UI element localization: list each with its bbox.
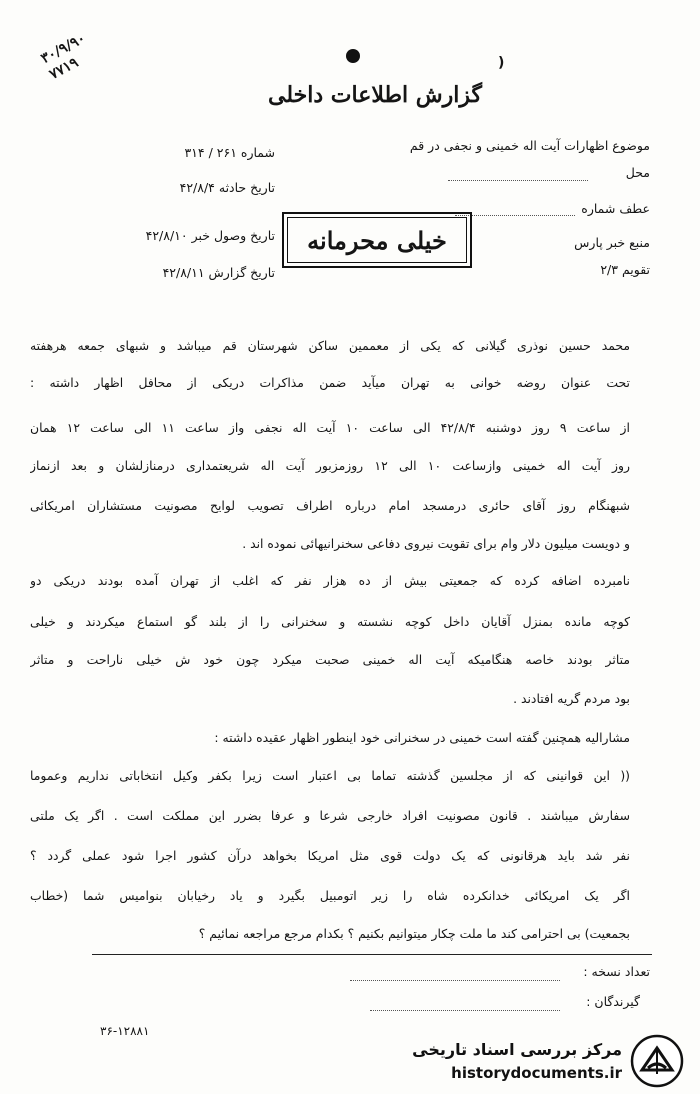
body-line: بود مردم گریه افتادند .	[513, 691, 630, 706]
body-line: (( این قوانینی که از مجلسین گذشته تماما بی اعتبار است زیرا بکفر وکیل انتخاباتی نداریم وعموما	[30, 768, 630, 783]
meta-report-date: تاریخ گزارش ۴۲/۸/۱۱	[162, 265, 275, 280]
document-title: گزارش اطلاعات داخلی	[268, 82, 482, 108]
copy-count-label: تعداد نسخه :	[583, 964, 650, 979]
footer-divider	[92, 954, 652, 955]
meta-news-source: منبع خبر پارس	[574, 235, 650, 250]
body-line: محمد حسین نوذری گیلانی که یکی از معممین ساکن شهرستان قم میباشد و شبهای جمعه هرهفته	[30, 338, 630, 353]
meta-location: محل	[625, 165, 650, 180]
copy-count-fill-line	[350, 980, 560, 981]
location-fill-line	[448, 180, 588, 181]
archive-logo-icon	[630, 1034, 684, 1088]
attached-fill-line	[455, 215, 575, 216]
watermark-url: historydocuments.ir	[451, 1064, 622, 1082]
meta-receipt-date: تاریخ وصول خبر ۴۲/۸/۱۰	[145, 228, 275, 243]
body-line: اگر یک امریکائی خدانکرده شاه را زیر اتومبیل بگیرد و یاد رخیابان بنوامیس شما (خطاب	[30, 888, 630, 903]
watermark-name: مرکز بررسی اسناد تاریخی	[412, 1040, 622, 1059]
recipients-label: گیرندگان :	[586, 994, 640, 1009]
body-line: نفر شد باید هرقانونی که یک دولت قوی مثل امریکا بخواهد درآن کشور اجرا شود عملی گردد ؟	[30, 848, 630, 863]
paren-mark: )	[498, 55, 505, 71]
body-line: از ساعت ۹ روز دوشنبه ۴۲/۸/۴ الی ساعت ۱۰ آیت اله نجفی واز ساعت ۱۱ الی ساعت ۱۲ همان	[30, 420, 630, 435]
reference-code: ۳۶-۱۲۸۸۱	[100, 1024, 150, 1038]
body-line: شبهنگام روز آقای حائری درمسجد امام درباره اطراف تصویب لوایح مصونیت مستشاران امریکائی	[30, 498, 630, 513]
body-line: نامبرده اضافه کرده که جمعیتی بیش از ده هزار نفر که اغلب از تهران آمده بودند دریکی دو	[30, 573, 630, 588]
body-line: متاثر بودند خاصه هنگامیکه آیت اله خمینی صحبت میکرد چون خود ش خیلی ناراحت و متاثر	[30, 652, 630, 667]
meta-attached-number: عطف شماره	[581, 201, 650, 216]
body-line: و دویست میلیون دلار وام برای تقویت نیروی دفاعی سخنرانیهائی نموده اند .	[242, 536, 630, 551]
body-line: مشارالیه همچنین گفته است خمینی در سخنرانی خود اینطور اظهار عقیده داشته :	[214, 730, 630, 745]
meta-assessment: تقویم ۲/۳	[600, 262, 650, 277]
body-line: سفارش میباشند . قانون مصونیت افراد خارجی شرعا و عرفا بضرر این مملکت است . اگر یک ملتی	[30, 808, 630, 823]
meta-event-date: تاریخ حادثه ۴۲/۸/۴	[179, 180, 275, 195]
binder-hole	[346, 49, 360, 63]
recipients-fill-line	[370, 1010, 560, 1011]
meta-subject: موضوع اظهارات آیت اله خمینی و نجفی در قم	[409, 138, 650, 153]
body-line: تحت عنوان روضه خوانی به تهران میآید ضمن مذاکرات دریکی از محافل اظهار داشته :	[30, 375, 630, 390]
handwritten-note: ۳۰/۹/۹۰ ۷۷۱۹	[38, 30, 89, 83]
meta-number: شماره ۲۶۱ / ۳۱۴	[184, 145, 275, 160]
classification-stamp	[282, 212, 472, 268]
body-line: روز آیت اله خمینی وازساعت ۱۰ الی ۱۲ روزمزبور آیت اله شریعتمداری درمنازلشان و بعد ازنماز	[30, 458, 630, 473]
body-line: بجمعیت) بی احترامی کند ما ملت چکار میتوانیم بکنیم ؟ بکدام مرجع مراجعه نمائیم ؟	[198, 926, 630, 941]
body-line: کوچه مانده بمنزل آقایان داخل کوچه نشسته و سخنرانی را از بلند گو استماع میکردند و خیلی	[30, 614, 630, 629]
classification-text: خیلی محرمانه	[307, 225, 447, 255]
